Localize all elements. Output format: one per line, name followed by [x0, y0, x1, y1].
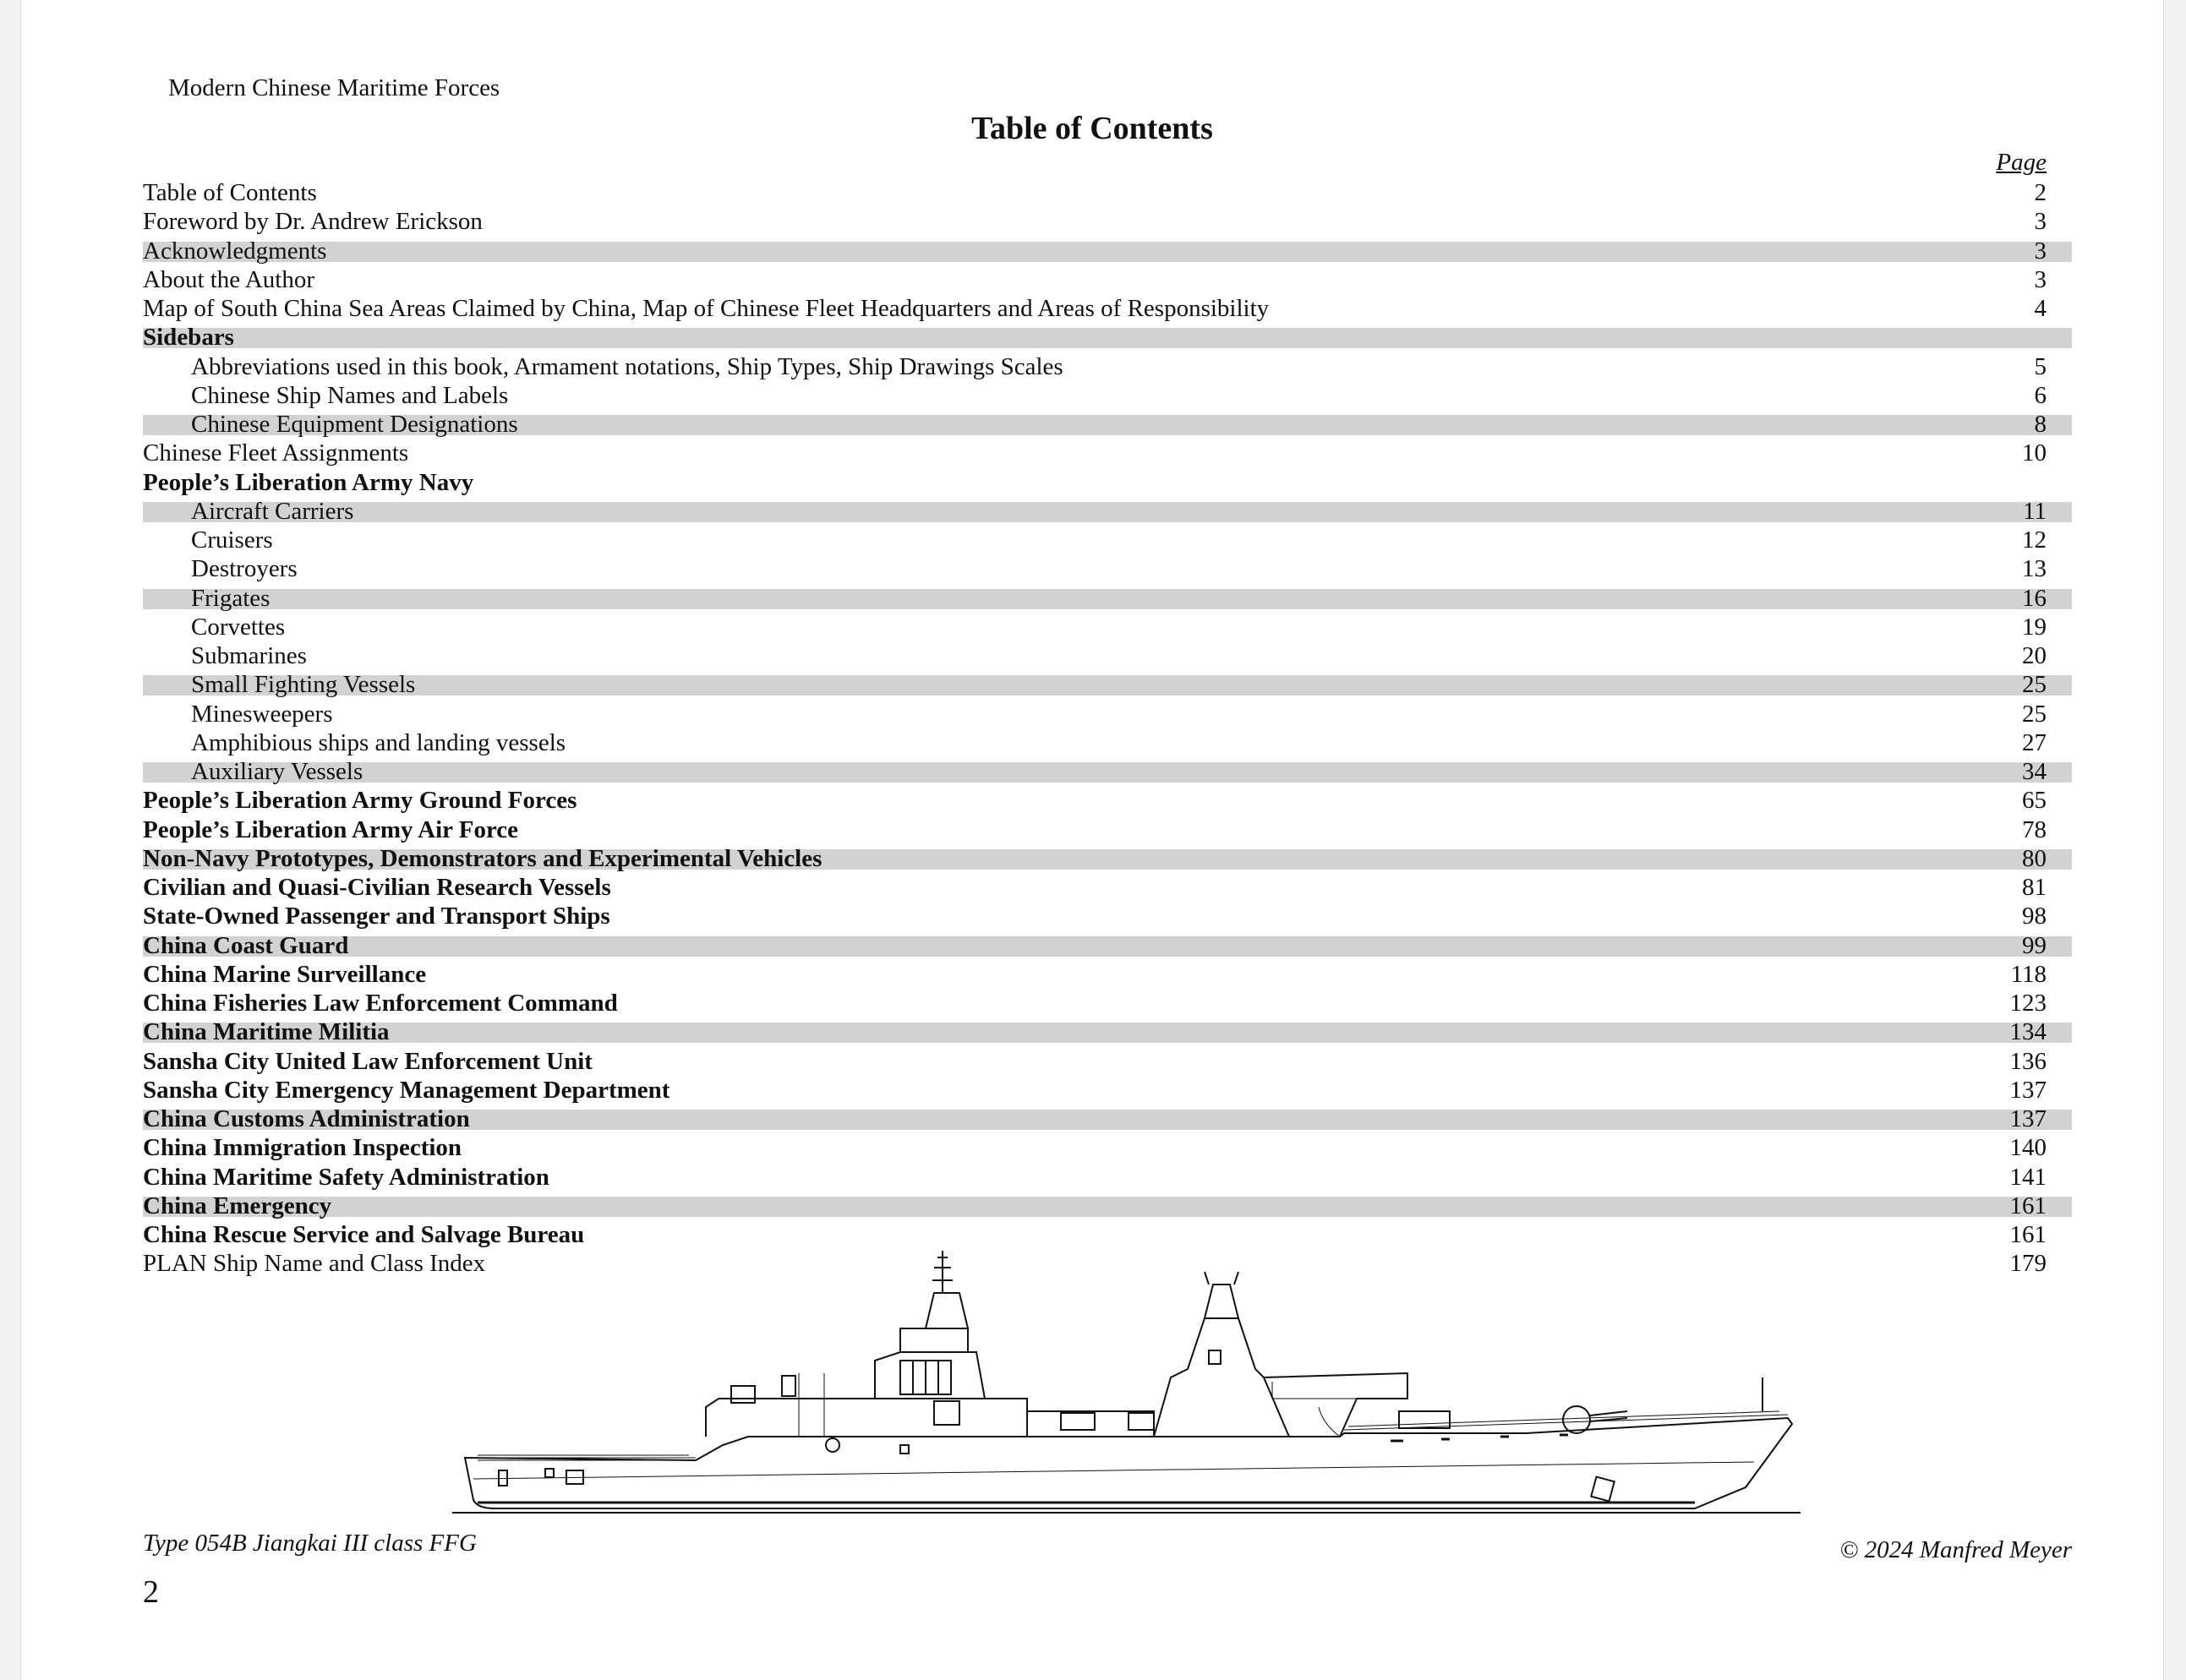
row-shading	[143, 1197, 2072, 1217]
toc-entry-page: 81	[2022, 874, 2047, 901]
toc-entry	[143, 584, 2072, 613]
figure-caption: Type 054B Jiangkai III class FFG	[143, 1530, 477, 1557]
toc-entry	[143, 439, 2072, 467]
toc-entry-page: 3	[2034, 237, 2047, 265]
toc-entry-title: PLAN Ship Name and Class Index	[143, 1250, 486, 1278]
toc-entry-title: Cruisers	[191, 526, 273, 554]
toc-entry-page: 20	[2022, 642, 2047, 669]
toc-entry	[143, 902, 2072, 930]
toc-entry-page: 12	[2022, 526, 2047, 554]
toc-entry-title: Sansha City Emergency Management Department	[143, 1076, 670, 1104]
toc-entry-page: 118	[2010, 960, 2047, 988]
toc-entry-page: 161	[2009, 1192, 2047, 1219]
toc-entry-title: China Fisheries Law Enforcement Command	[143, 990, 618, 1017]
toc-entry-title: China Immigration Inspection	[143, 1134, 462, 1162]
toc-entry	[143, 207, 2072, 236]
toc-entry	[143, 960, 2072, 989]
row-shading	[143, 589, 2072, 609]
toc-entry-page: 2	[2034, 179, 2047, 206]
toc-entry-title: About the Author	[143, 265, 314, 293]
toc-entry-title: Amphibious ships and landing vessels	[191, 728, 566, 756]
toc-entry	[143, 1133, 2072, 1162]
toc-entry-title: Corvettes	[191, 613, 286, 641]
toc-entry-title: Submarines	[191, 642, 307, 669]
toc-entry-page: 25	[2022, 700, 2047, 728]
toc-entry-title: China Maritime Safety Administration	[143, 1163, 549, 1191]
toc-entry-page: 179	[2009, 1250, 2047, 1278]
row-shading	[143, 936, 2072, 957]
toc-entry	[143, 728, 2072, 757]
toc-entry-page: 4	[2034, 295, 2047, 322]
toc-entry-page: 19	[2022, 613, 2047, 641]
row-shading	[143, 762, 2072, 783]
toc-entry-page: 6	[2034, 381, 2047, 409]
toc-entry-title: Sansha City United Law Enforcement Unit	[143, 1047, 593, 1075]
toc-entry-page: 25	[2022, 671, 2047, 699]
toc-entry	[143, 786, 2072, 815]
toc-entry	[143, 989, 2072, 1017]
toc-entry-page: 136	[2009, 1047, 2047, 1075]
page-title: Table of Contents	[971, 111, 1213, 146]
toc-entry	[143, 757, 2072, 786]
row-shading	[143, 675, 2072, 695]
warship-illustration	[427, 1234, 1813, 1521]
toc-entry-page: 78	[2022, 815, 2047, 843]
toc-entry-title: Chinese Equipment Designations	[191, 411, 518, 438]
toc-entry-page: 13	[2022, 555, 2047, 583]
toc-entry-title: Foreword by Dr. Andrew Erickson	[143, 208, 483, 236]
toc-entry	[143, 1163, 2072, 1192]
toc-entry	[143, 497, 2072, 526]
toc-entry-page: 98	[2022, 903, 2047, 930]
page-column-label: Page	[1996, 149, 2047, 176]
toc-entry	[143, 815, 2072, 844]
toc-entry	[143, 700, 2072, 728]
toc-entry-page: 10	[2022, 439, 2047, 467]
toc-entry	[143, 1076, 2072, 1105]
toc-entry-title: Table of Contents	[143, 179, 317, 206]
toc-entry-title: People’s Liberation Army Navy	[143, 468, 474, 496]
document-page	[20, 0, 2164, 1680]
toc-entry-page: 123	[2009, 990, 2047, 1017]
toc-entry-page: 140	[2009, 1134, 2047, 1162]
toc-entry-page: 137	[2009, 1076, 2047, 1104]
toc-entry	[143, 641, 2072, 670]
toc-entry	[143, 1047, 2072, 1076]
toc-entry-page: 16	[2022, 584, 2047, 612]
toc-entry-page: 99	[2022, 931, 2047, 959]
toc-entry	[143, 554, 2072, 583]
row-shading	[143, 328, 2072, 348]
toc-entry-title: Sidebars	[143, 324, 234, 352]
table-of-contents	[143, 178, 2072, 1279]
toc-entry	[143, 1017, 2072, 1046]
page-number: 2	[143, 1574, 159, 1610]
toc-entry-page: 11	[2023, 497, 2047, 525]
toc-entry	[143, 1192, 2072, 1220]
toc-entry	[143, 526, 2072, 554]
toc-entry-title: China Marine Surveillance	[143, 960, 427, 988]
toc-entry	[143, 670, 2072, 699]
toc-entry-title: Destroyers	[191, 555, 298, 583]
toc-entry-title: Civilian and Quasi-Civilian Research Vessels	[143, 874, 611, 901]
toc-entry-title: Auxiliary Vessels	[191, 758, 363, 785]
toc-entry	[143, 352, 2072, 381]
toc-entry-page: 80	[2022, 844, 2047, 872]
toc-entry	[143, 873, 2072, 902]
toc-entry	[143, 381, 2072, 410]
toc-entry-page: 3	[2034, 265, 2047, 293]
toc-entry	[143, 237, 2072, 265]
toc-entry-title: State-Owned Passenger and Transport Ships	[143, 903, 610, 930]
running-header: Modern Chinese Maritime Forces	[168, 74, 500, 101]
toc-entry	[143, 1105, 2072, 1133]
toc-entry	[143, 265, 2072, 294]
toc-entry-title: People’s Liberation Army Ground Forces	[143, 787, 577, 815]
toc-entry-title: China Coast Guard	[143, 931, 349, 959]
toc-entry-title: Non-Navy Prototypes, Demonstrators and Experimental Vehicles	[143, 844, 822, 872]
toc-entry-title: China Maritime Militia	[143, 1018, 390, 1046]
toc-entry-page: 137	[2009, 1105, 2047, 1132]
toc-entry	[143, 844, 2072, 873]
toc-entry-title: Chinese Ship Names and Labels	[191, 381, 509, 409]
row-shading	[143, 1023, 2072, 1043]
toc-entry	[143, 178, 2072, 207]
toc-entry-page: 8	[2034, 411, 2047, 438]
toc-entry	[143, 410, 2072, 439]
toc-entry-title: China Customs Administration	[143, 1105, 470, 1132]
toc-entry-title: Frigates	[191, 584, 271, 612]
toc-entry-title: Small Fighting Vessels	[191, 671, 416, 699]
toc-entry	[143, 294, 2072, 323]
copyright-notice: © 2024 Manfred Meyer	[1839, 1536, 2072, 1563]
toc-entry-title: Acknowledgments	[143, 237, 327, 265]
toc-entry-page: 141	[2009, 1163, 2047, 1191]
toc-entry	[143, 323, 2072, 352]
toc-entry-title: China Emergency	[143, 1192, 332, 1219]
toc-entry-title: Aircraft Carriers	[191, 497, 354, 525]
row-shading	[143, 502, 2072, 522]
toc-entry-page: 65	[2022, 787, 2047, 815]
toc-entry-title: Chinese Fleet Assignments	[143, 439, 409, 467]
row-shading	[143, 242, 2072, 262]
toc-entry-page: 161	[2009, 1221, 2047, 1248]
toc-entry-title: Minesweepers	[191, 700, 333, 728]
toc-entry-title: China Rescue Service and Salvage Bureau	[143, 1221, 585, 1248]
toc-entry-page: 3	[2034, 208, 2047, 236]
toc-entry	[143, 931, 2072, 960]
toc-entry-title: Map of South China Sea Areas Claimed by China, Map of Chinese Fleet Headquarters and Areas of Responsibility	[143, 295, 1270, 322]
toc-entry-title: People’s Liberation Army Air Force	[143, 815, 519, 843]
toc-entry-title: Abbreviations used in this book, Armament notations, Ship Types, Ship Drawings Scales	[191, 352, 1063, 380]
toc-entry-page: 27	[2022, 728, 2047, 756]
toc-entry-page: 34	[2022, 758, 2047, 785]
toc-entry-page: 134	[2009, 1018, 2047, 1046]
toc-entry	[143, 468, 2072, 497]
toc-entry-page: 5	[2034, 352, 2047, 380]
toc-entry	[143, 613, 2072, 641]
